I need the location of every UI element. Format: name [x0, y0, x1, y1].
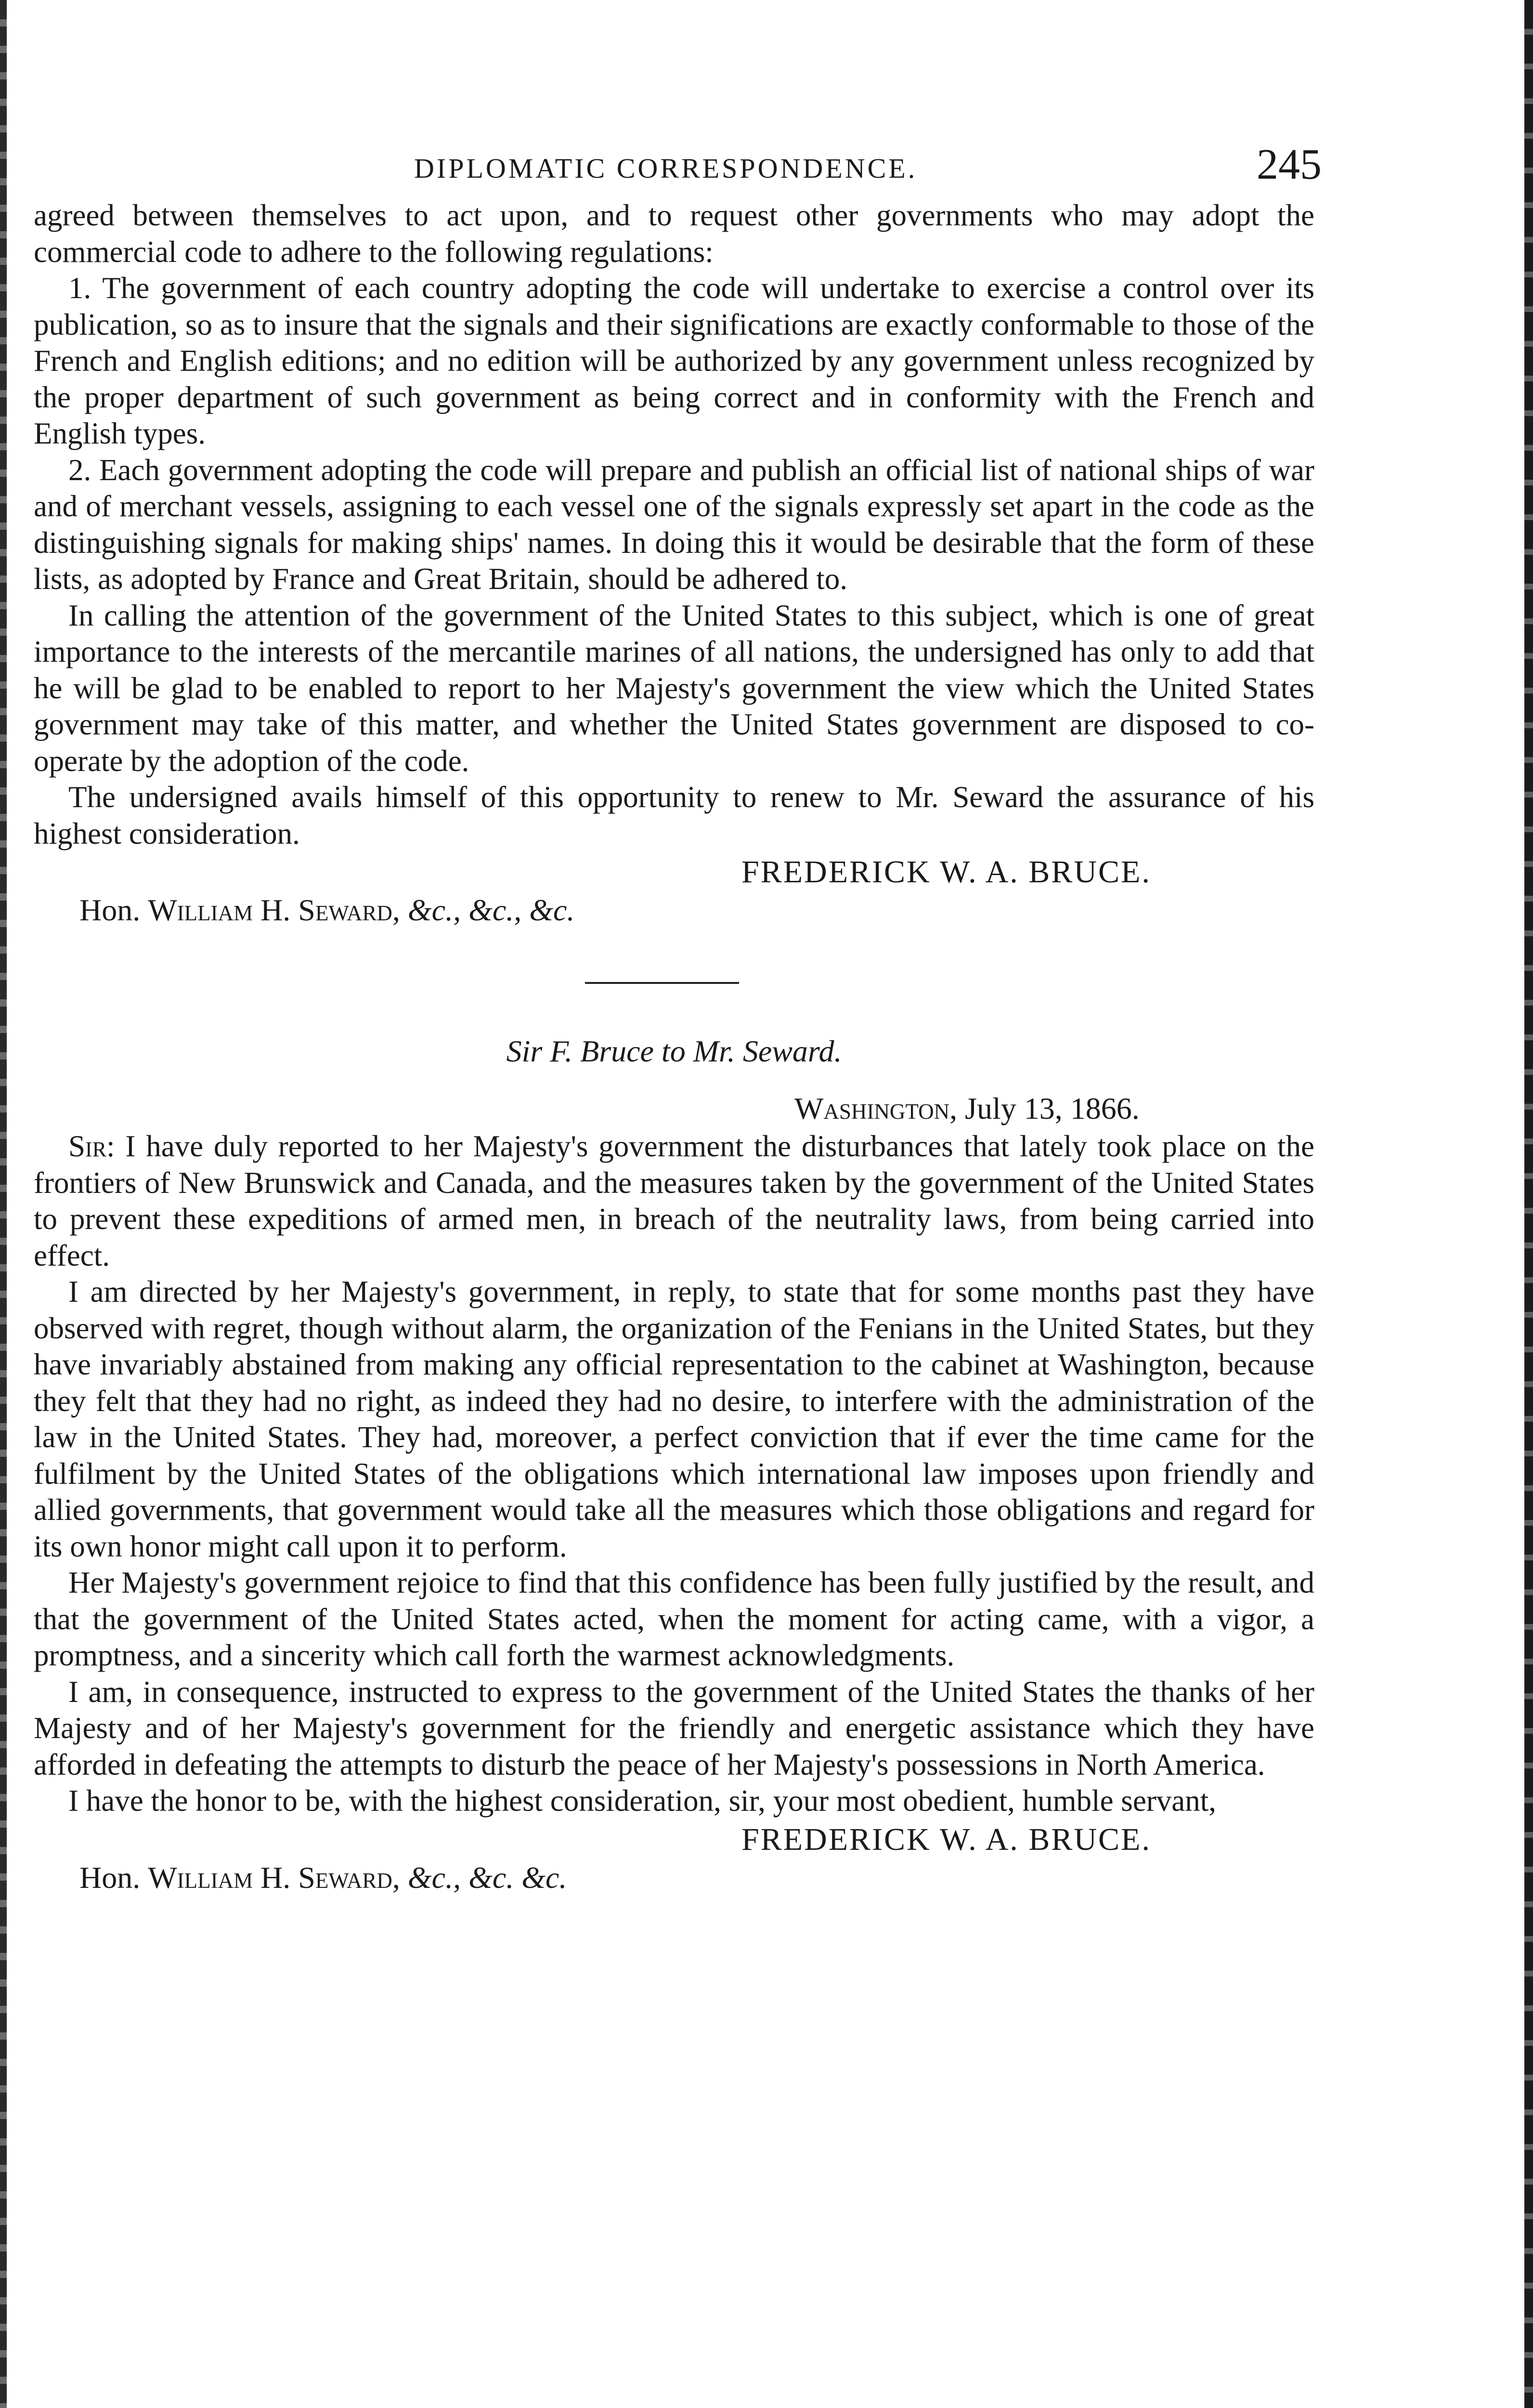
date: July 13, 1866.: [965, 1091, 1140, 1125]
paragraph: I have the honor to be, with the highest consideration, sir, your most obedient, humble servant,: [68, 1784, 1216, 1818]
letter-heading: Sir F. Bruce to Mr. Seward.: [506, 1034, 842, 1068]
addressee-name: William H. Seward,: [148, 893, 400, 927]
page-number: 245: [1257, 141, 1322, 188]
paragraph: I am directed by her Majesty's government, in reply, to state that for some months past they have observed with regret, though without alarm, the organization of the Fenians in the United States, but they have invariably abstained from making any official representation to the cabinet at Washington, because they felt that they had no right, as indeed they had no desire, to interfere with the administration of the law in the United States. They had, moreover, a perfect conviction that if ever the time came for the fulfilment by the United States of the obligations which international law imposes upon friendly and allied governments, that government would take all the measures which those obligations and regard for its own honor might call upon it to perform.: [34, 1275, 1314, 1563]
signature: FREDERICK W. A. BRUCE.: [741, 854, 1151, 890]
addressee-suffix: &c., &c. &c.: [407, 1860, 567, 1895]
running-title: DIPLOMATIC CORRESPONDENCE.: [414, 153, 918, 184]
document-page: [34, 140, 1322, 1897]
date-place: Washington,: [794, 1091, 958, 1125]
paragraph: [34, 1128, 1314, 1274]
letter-two: [34, 1032, 1314, 1897]
addressee-suffix: &c., &c., &c.: [407, 893, 575, 927]
salutation: Sir:: [68, 1129, 115, 1163]
addressee: [34, 1859, 1314, 1897]
letter-one: [34, 197, 1314, 929]
paragraph: In calling the attention of the government of the United States to this subject, which is one of great importance to the interests of the mercantile marines of all nations, the undersigned has only to add that he will be glad to be enabled to report to her Majesty's government the view which the United States government may take of this matter, and whether the United States government are disposed to co-operate by the adoption of the code.: [34, 598, 1314, 778]
paragraph: 2. Each government adopting the code will prepare and publish an official list of national ships of war and of merchant vessels, assigning to each vessel one of the signals expressly set apart in the code as the distinguishing signals for making ships' names. In doing this it would be desirable that the form of these lists, as adopted by France and Great Britain, should be adhered to.: [34, 453, 1314, 596]
signature: FREDERICK W. A. BRUCE.: [741, 1821, 1151, 1857]
paragraph: 1. The government of each country adopting the code will undertake to exercise a control over its publication, so as to insure that the signals and their significations are exactly conformable to those of the French and English editions; and no edition will be authorized by any government unless recognized by the proper department of such government as being correct and in conformity with the French and English types.: [34, 271, 1314, 450]
dateline: [34, 1089, 1314, 1128]
paragraph: I am, in consequence, instructed to express to the government of the United States the thanks of her Majesty and of her Majesty's government for the friendly and energetic assistance which they have afforded in defeating the attempts to disturb the peace of her Majesty's possessions in North America.: [34, 1675, 1314, 1781]
addressee-prefix: Hon.: [79, 1860, 141, 1895]
addressee-prefix: Hon.: [79, 893, 141, 927]
scan-edge-left: [0, 0, 7, 2408]
addressee: [34, 891, 1314, 929]
paragraph-text: I have duly reported to her Majesty's government the disturbances that lately took place on the frontiers of New Brunswick and Canada, and the measures taken by the government of the United States to prevent these expeditions of armed men, in breach of the neutrality laws, from being carried into effect.: [34, 1129, 1315, 1272]
scan-edge-right: [1524, 0, 1533, 2408]
paragraph: agreed between themselves to act upon, and to request other governments who may adopt the commercial code to adhere to the following regulations:: [34, 198, 1314, 269]
running-header: [34, 140, 1322, 197]
paragraph: The undersigned avails himself of this opportunity to renew to Mr. Seward the assurance of his highest consideration.: [34, 780, 1314, 851]
addressee-name: William H. Seward,: [148, 1860, 400, 1895]
section-divider: [585, 982, 739, 984]
paragraph: Her Majesty's government rejoice to find that this confidence has been fully justified by the result, and that the government of the United States acted, when the moment for acting came, with a vigor, a promptness, and a sincerity which call forth the warmest acknowledgments.: [34, 1566, 1314, 1672]
